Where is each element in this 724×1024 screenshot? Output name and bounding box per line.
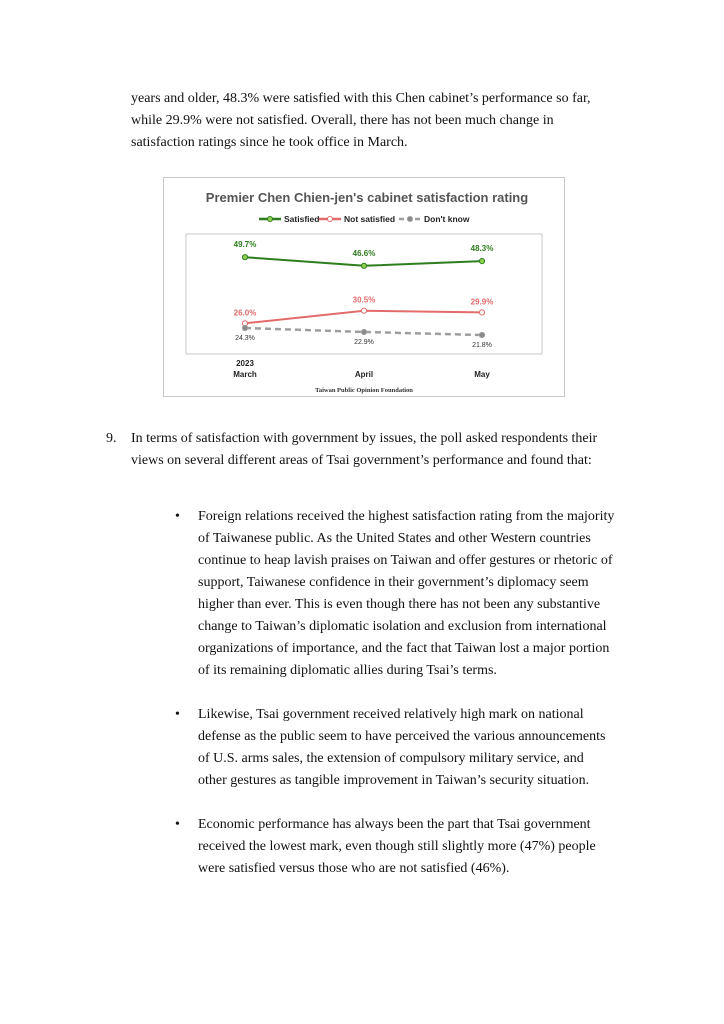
chart-source: Taiwan Public Opinion Foundation [315, 387, 413, 394]
x-tick-line: 2023 [236, 359, 254, 368]
legend-marker [328, 217, 333, 222]
data-point [242, 255, 247, 260]
data-label: 46.6% [352, 248, 376, 258]
data-label: 49.7% [233, 240, 257, 250]
data-label: 24.3% [235, 335, 255, 342]
x-tick-line: May [474, 370, 490, 379]
data-label: 30.5% [352, 295, 376, 305]
data-label: 48.3% [470, 244, 494, 254]
data-label: 26.0% [233, 308, 257, 318]
data-point [479, 332, 484, 337]
x-tick-label [355, 370, 373, 379]
bullet-economic-performance [175, 814, 615, 880]
legend-marker [408, 217, 413, 222]
data-point [361, 329, 366, 334]
data-point [242, 325, 247, 330]
list-number: 9. [106, 431, 117, 446]
bullet-national-defense [175, 704, 615, 792]
bullet-text: Likewise, Tsai government received relatively high mark on national defense as the public seem to have perceived the various announcements of U.S. arms sales, the extension of compulsory military service, and other gestures as tangible improvement in Taiwan’s security situation. [198, 707, 606, 788]
x-axis [233, 359, 490, 379]
legend-entry-1 [319, 214, 395, 224]
satisfaction-chart [163, 177, 565, 397]
legend-marker [268, 217, 273, 222]
x-tick-line: April [354, 370, 374, 379]
bullet-text: Economic performance has always been the part that Tsai government received the lowest mark, even though still slightly more (47%) people were satisfied versus those who are not satisfied (46%). [198, 817, 596, 876]
bullet-icon: • [175, 817, 180, 832]
chart-title: Premier Chen Chien-jen's cabinet satisfaction rating [205, 190, 529, 205]
x-tick-line: March [233, 370, 257, 379]
data-point [361, 263, 366, 268]
legend-label: Don't know [424, 214, 470, 224]
chart-canvas [164, 178, 564, 396]
legend-label: Satisfied [284, 214, 320, 224]
legend-label: Not satisfied [344, 214, 396, 224]
intro-paragraph: years and older, 48.3% were satisfied with this Chen cabinet’s performance so far, while 29.9% were not satisfied. Overall, there has not been much change in satisfaction ratings since he took office in March. [131, 91, 591, 150]
bullet-foreign-relations [175, 506, 615, 682]
x-tick-label [233, 359, 257, 379]
bullet-text: Foreign relations received the highest satisfaction rating from the majority of Taiwanese public. As the United States and other Western countries continue to heap lavish praises on Taiwan and offer gestures or rhetoric of support, Taiwanese confidence in their government’s diplomacy seem higher than ever. This is even though there has not been any substantive change to Taiwan’s diplomatic isolation and exclusion from international organizations of importance, and the fact that Taiwan lost a major portion of its remaining diplomatic allies during Tsai’s terms. [198, 509, 615, 678]
data-label: 29.9% [470, 297, 494, 307]
legend-entry-2 [399, 214, 470, 224]
legend-entry-0 [259, 214, 319, 224]
chart-legend [259, 214, 470, 224]
bullet-icon: • [175, 509, 180, 524]
issues-intro-paragraph: In terms of satisfaction with government by issues, the poll asked respondents their views on several different areas of Tsai government’s performance and found that: [131, 431, 598, 468]
data-point [479, 259, 484, 264]
bullet-icon: • [175, 707, 180, 722]
data-point [361, 308, 366, 313]
data-point [479, 310, 484, 315]
data-label: 22.9% [354, 339, 374, 346]
x-tick-label [474, 370, 490, 379]
data-label: 21.8% [472, 342, 492, 349]
issues-bullet-list [175, 506, 615, 880]
